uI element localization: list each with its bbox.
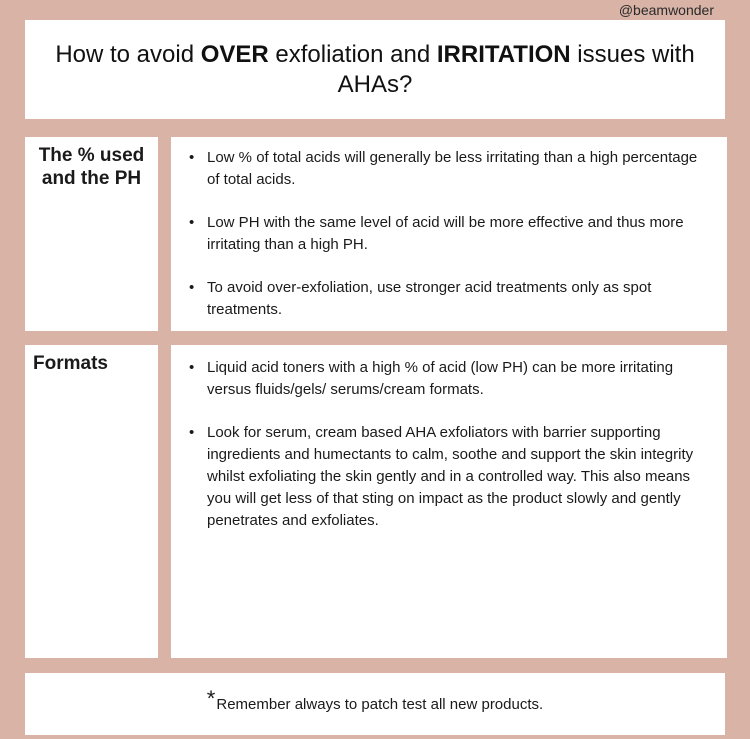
bullet-icon: •: [189, 279, 195, 296]
bullet-icon: •: [189, 424, 195, 441]
title-emphasis-irritation: IRRITATION: [436, 40, 571, 68]
title-text-2: exfoliation and: [268, 40, 437, 68]
footer-panel: [25, 673, 725, 735]
list-item-text: Low % of total acids will generally be less irritating than a high percentage of total acids.: [207, 149, 698, 188]
bullet-list-percent-ph: [185, 147, 709, 321]
list-item: [185, 357, 709, 401]
list-item-text: Liquid acid toners with a high % of acid (low PH) can be more irritating versus fluids/gels/ serums/cream formats.: [207, 359, 674, 398]
list-item-text: Look for serum, cream based AHA exfoliators with barrier supporting ingredients and humectants to calm, soothe and support the skin integrity whilst exfoliating the skin gently and in a controlled way. This also means you will get less of that sting on impact as the product slowly and gently penetrates and exfoliates.: [207, 424, 694, 529]
title-text-3: issues with AHAs?: [337, 40, 695, 98]
list-item-text: To avoid over-exfoliation, use stronger acid treatments only as spot treatments.: [207, 279, 652, 318]
instagram-handle: @beamwonder: [618, 2, 714, 18]
bullet-list-formats: [185, 357, 709, 532]
section-content-panel-percent-ph: [171, 137, 727, 331]
list-item: [185, 212, 709, 256]
section-label-panel-percent-ph: [25, 137, 158, 331]
section-label-panel-formats: [25, 345, 158, 658]
section-label-percent-ph: The % used and the PH: [38, 145, 145, 189]
bullet-icon: •: [189, 359, 195, 376]
list-item: [185, 147, 709, 191]
title-text-1: How to avoid: [55, 40, 201, 68]
footer-note: Remember always to patch test all new products.: [216, 695, 544, 713]
page-title: [55, 40, 695, 100]
section-label-formats: Formats: [33, 353, 108, 374]
asterisk-icon: *: [206, 686, 216, 711]
title-panel: [25, 20, 725, 119]
list-item: [185, 277, 709, 321]
title-emphasis-over: OVER: [200, 40, 269, 68]
bullet-icon: •: [189, 214, 195, 231]
list-item: [185, 422, 709, 532]
section-content-panel-formats: [171, 345, 727, 658]
bullet-icon: •: [189, 149, 195, 166]
list-item-text: Low PH with the same level of acid will be more effective and thus more irritating than a high PH.: [207, 214, 684, 253]
